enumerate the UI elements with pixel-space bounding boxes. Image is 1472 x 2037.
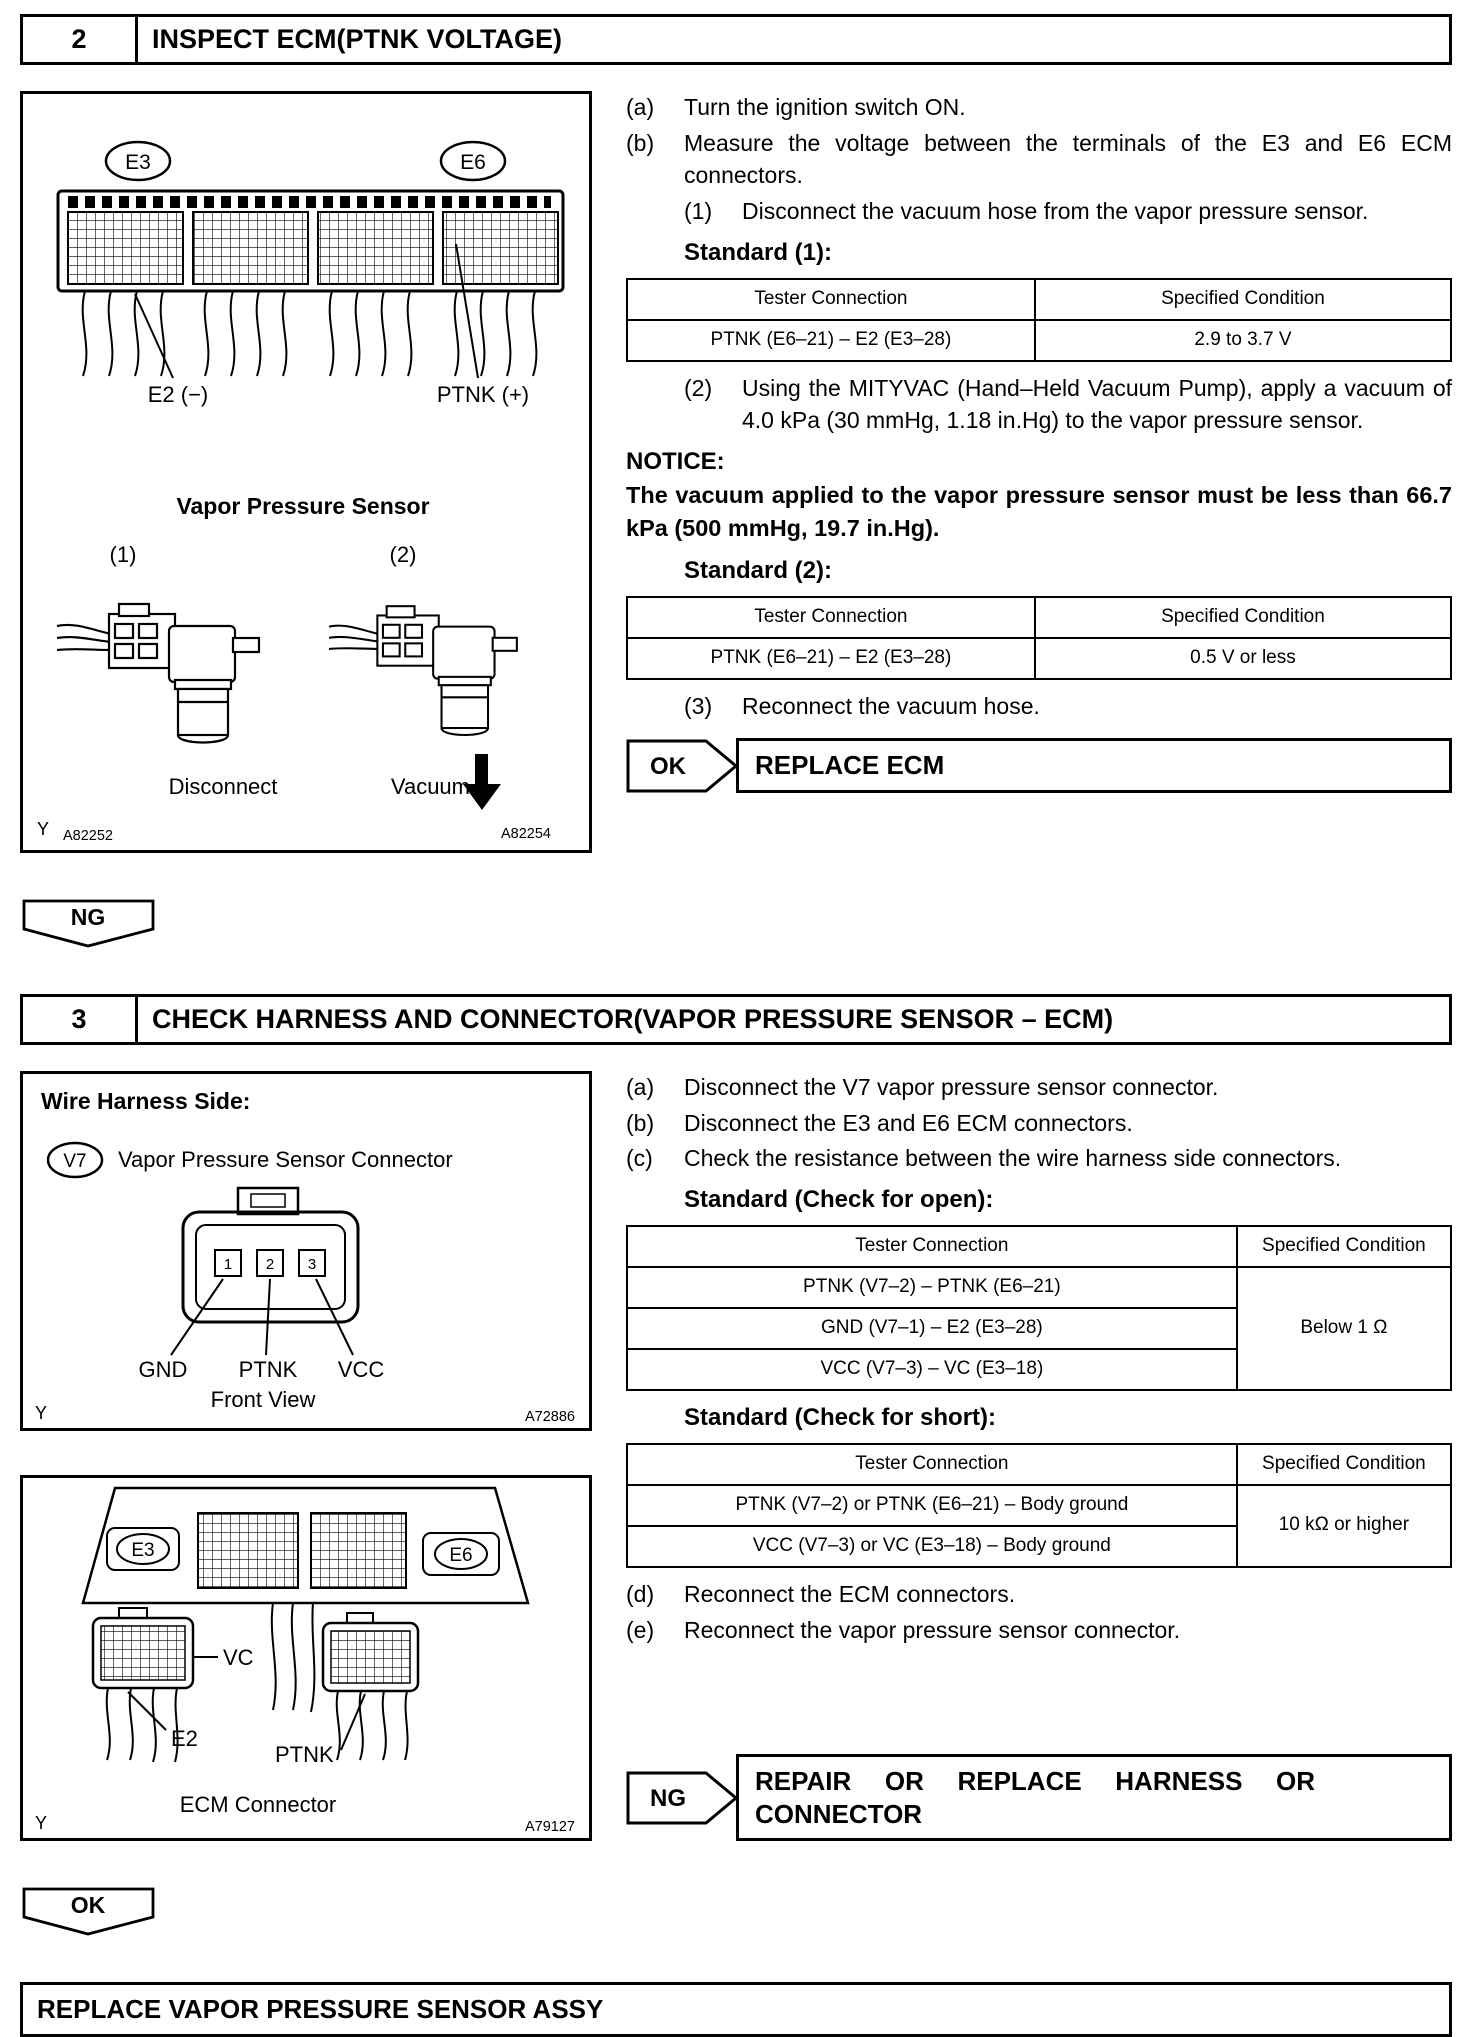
- step3-section: [20, 1071, 1452, 1841]
- ng-result-row: [626, 1754, 1452, 1841]
- v7-connector-label: [48, 1143, 102, 1177]
- step-d-row: [626, 1578, 1452, 1611]
- ok-result-row: [626, 738, 1452, 793]
- svg-text:NG: NG: [70, 904, 106, 930]
- ecm-middle-wires: [272, 1603, 315, 1712]
- table-row: [627, 1485, 1451, 1526]
- step-marker: (1): [684, 197, 713, 224]
- figure-y-label: Y: [35, 1403, 48, 1423]
- sensor-item2-label: (2): [389, 542, 417, 567]
- substep-3-row: [684, 690, 1452, 723]
- figure-y-label: Y: [37, 819, 50, 839]
- wire-harness-side-heading: Wire Harness Side:: [41, 1088, 251, 1114]
- repair-or-replace-box: [736, 1754, 1452, 1841]
- ok-arrow-badge: [626, 739, 738, 793]
- figure-gap: [20, 1431, 592, 1475]
- step-a-row: [626, 91, 1452, 124]
- e2-leader-line: [135, 294, 173, 378]
- ptnk-terminal-label: PTNK: [275, 1742, 334, 1767]
- step2-title: INSPECT ECM(PTNK VOLTAGE): [152, 24, 562, 54]
- step-marker: (e): [626, 1616, 655, 1643]
- step-text: Reconnect the vapor pressure sensor connector.: [684, 1616, 1181, 1643]
- e6-connector-label: [441, 142, 505, 180]
- specified-condition-cell: 2.9 to 3.7 V: [1035, 320, 1451, 361]
- tester-connection-header: Tester Connection: [627, 1226, 1237, 1267]
- check-open-table: [626, 1225, 1452, 1391]
- step-text: Disconnect the vacuum hose from the vapor pressure sensor.: [742, 197, 1369, 224]
- step3-title: CHECK HARNESS AND CONNECTOR(VAPOR PRESSURE SENSOR – ECM): [152, 1004, 1114, 1034]
- ecm-connector-drawing: [23, 1478, 589, 1838]
- ecm-voltage-figure: [23, 94, 589, 850]
- ptnk-leader-line: [266, 1279, 270, 1355]
- specified-condition-cell: Below 1 Ω: [1237, 1267, 1451, 1390]
- step2-figure: [20, 91, 592, 853]
- ptnk-terminal-label: PTNK (+): [436, 382, 530, 407]
- table-row: [627, 320, 1451, 361]
- step2-right-column: [626, 91, 1452, 793]
- figure-y-label: Y: [35, 1813, 48, 1833]
- e2-terminal-label: E2: [171, 1726, 198, 1751]
- step-text: Reconnect the ECM connectors.: [684, 1580, 1016, 1607]
- specified-condition-cell: 0.5 V or less: [1035, 638, 1451, 679]
- result-action-text: REPLACE ECM: [755, 750, 945, 781]
- svg-text:E6: E6: [449, 1545, 473, 1566]
- vc-terminal-label: VC: [223, 1645, 254, 1670]
- step-e-row: [626, 1614, 1452, 1647]
- check-short-table: [626, 1443, 1452, 1568]
- ng-arrow-badge: [626, 1771, 738, 1825]
- e2-leader-line: [128, 1692, 166, 1730]
- step-marker: (3): [684, 692, 713, 719]
- standard1-label: Standard (1):: [684, 238, 833, 266]
- final-action-box: REPLACE VAPOR PRESSURE SENSOR ASSY: [20, 1982, 1452, 2037]
- substep-1-row: [684, 195, 1452, 228]
- substep-2-row: [684, 372, 1452, 437]
- table-row: [627, 638, 1451, 679]
- step-text: Reconnect the vacuum hose.: [742, 692, 1040, 719]
- notice-label: NOTICE:: [626, 447, 725, 475]
- connector-name-label: Vapor Pressure Sensor Connector: [118, 1147, 453, 1172]
- e3-connector-label: [107, 1528, 179, 1570]
- ecm-connector-caption: ECM Connector: [179, 1792, 337, 1817]
- front-view-caption: Front View: [210, 1387, 316, 1412]
- figure-code-right: A82254: [501, 826, 551, 842]
- notice-text: The vacuum applied to the vapor pressure sensor must be less than 66.7 kPa (500 mmHg, 19.7 in.Hg).: [626, 482, 1452, 542]
- step-text: Measure the voltage between the terminals of the E3 and E6 ECM connectors.: [684, 129, 1452, 189]
- vcc-pin-label: VCC: [337, 1357, 385, 1382]
- tester-connection-cell: PTNK (E6–21) – E2 (E3–28): [627, 638, 1035, 679]
- svg-text:V7: V7: [63, 1151, 87, 1172]
- tester-connection-cell: PTNK (V7–2) or PTNK (E6–21) – Body ground: [627, 1485, 1237, 1526]
- step-b-row: [626, 1107, 1452, 1140]
- svg-text:NG: NG: [650, 1784, 686, 1812]
- pin-3-number: 3: [307, 1256, 317, 1273]
- step-marker: (b): [626, 129, 655, 156]
- standard-open-label: Standard (Check for open):: [684, 1185, 994, 1213]
- svg-text:OK: OK: [70, 1892, 106, 1919]
- step-marker: (a): [626, 1074, 655, 1100]
- connector-front-view-drawing: [183, 1188, 358, 1322]
- result-action-text: REPAIR OR REPLACE HARNESS OR CONNECTOR: [755, 1766, 1315, 1829]
- specified-condition-header: Specified Condition: [1237, 1444, 1451, 1485]
- tester-connection-cell: VCC (V7–3) or VC (E3–18) – Body ground: [627, 1526, 1237, 1567]
- connector-wires: [83, 291, 537, 376]
- ok-flow-badge: [22, 1887, 156, 1937]
- standard2-label: Standard (2):: [684, 556, 833, 584]
- ptnk-pin-label: PTNK: [238, 1357, 298, 1382]
- gnd-pin-label: GND: [138, 1357, 188, 1382]
- sensor-item1-label: (1): [109, 542, 137, 567]
- svg-text:E3: E3: [131, 1540, 155, 1561]
- svg-text:E6: E6: [460, 151, 486, 174]
- step3-number: 3: [23, 997, 138, 1042]
- voltage-table-1: [626, 278, 1452, 362]
- step-marker: (2): [684, 374, 713, 401]
- standard-short-label: Standard (Check for short):: [684, 1403, 997, 1431]
- lower-right-connector-drawing: [323, 1613, 418, 1760]
- svg-text:E3: E3: [125, 151, 151, 174]
- step2-number: 2: [23, 17, 138, 62]
- vacuum-caption: Vacuum: [390, 774, 470, 799]
- wire-harness-figure: [20, 1071, 592, 1431]
- table-row: [627, 1267, 1451, 1308]
- svg-text:OK: OK: [650, 752, 686, 780]
- tester-connection-header: Tester Connection: [627, 279, 1035, 320]
- step2-header: [20, 14, 1452, 65]
- tester-connection-header: Tester Connection: [627, 597, 1035, 638]
- step-b-row: [626, 127, 1452, 192]
- step-marker: (d): [626, 1580, 655, 1607]
- figure-code: A79127: [525, 1819, 575, 1835]
- sensor-vacuum-drawing: [329, 606, 517, 735]
- tester-connection-cell: PTNK (V7–2) – PTNK (E6–21): [627, 1267, 1237, 1308]
- step3-left-column: [20, 1071, 592, 1841]
- ng-flow-badge: [22, 899, 156, 949]
- tester-connection-cell: VCC (V7–3) – VC (E3–18): [627, 1349, 1237, 1390]
- tester-connection-cell: PTNK (E6–21) – E2 (E3–28): [627, 320, 1035, 361]
- specified-condition-cell: 10 kΩ or higher: [1237, 1485, 1451, 1567]
- replace-ecm-box: [736, 738, 1452, 793]
- step-text: Using the MITYVAC (Hand–Held Vacuum Pump), apply a vacuum of 4.0 kPa (30 mmHg, 1.18 in.Hg) to the vapor pressure sensor.: [742, 374, 1452, 434]
- e2-terminal-label: E2 (−): [147, 382, 209, 407]
- step-marker: (c): [626, 1145, 653, 1172]
- voltage-table-2: [626, 596, 1452, 680]
- step-c-row: [626, 1142, 1452, 1175]
- pin-2-number: 2: [265, 1256, 275, 1273]
- specified-condition-header: Specified Condition: [1035, 597, 1451, 638]
- step-text: Turn the ignition switch ON.: [684, 94, 966, 120]
- step-marker: (b): [626, 1109, 655, 1136]
- step-a-row: [626, 1071, 1452, 1104]
- step3-header: [20, 994, 1452, 1045]
- figure-code: A72886: [525, 1409, 575, 1425]
- vapor-pressure-sensor-title: Vapor Pressure Sensor: [176, 493, 430, 519]
- ecm-connector-strip-drawing: [58, 191, 563, 291]
- e3-connector-label: [106, 142, 170, 180]
- disconnect-caption: Disconnect: [168, 774, 278, 799]
- specified-condition-header: Specified Condition: [1035, 279, 1451, 320]
- ecm-connector-figure: [20, 1475, 592, 1841]
- specified-condition-header: Specified Condition: [1237, 1226, 1451, 1267]
- vcc-leader-line: [316, 1279, 353, 1355]
- step-text: Disconnect the E3 and E6 ECM connectors.: [684, 1109, 1133, 1136]
- step-text: Check the resistance between the wire harness side connectors.: [684, 1145, 1342, 1172]
- tester-connection-cell: GND (V7–1) – E2 (E3–28): [627, 1308, 1237, 1349]
- pin-1-number: 1: [223, 1256, 233, 1273]
- step3-right-column: [626, 1071, 1452, 1841]
- step-marker: (a): [626, 94, 655, 120]
- sensor-disconnect-drawing: [57, 604, 259, 743]
- step-text: Disconnect the V7 vapor pressure sensor connector.: [684, 1074, 1219, 1100]
- figure-code-left: A82252: [63, 828, 113, 844]
- step2-left-column: [20, 91, 592, 853]
- e6-connector-label: [423, 1533, 499, 1575]
- step2-section: [20, 91, 1452, 853]
- vapor-sensor-connector-figure: [23, 1074, 589, 1428]
- tester-connection-header: Tester Connection: [627, 1444, 1237, 1485]
